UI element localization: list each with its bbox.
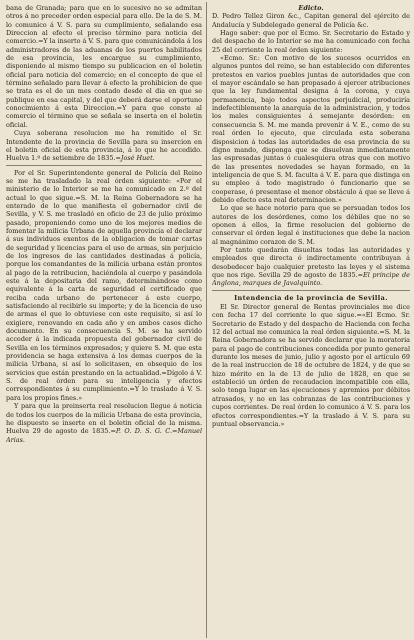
milicia-paragraph xyxy=(6,402,202,444)
column-divider xyxy=(206,2,207,638)
huelva-text: Cuya soberana resolucion me ha remitido el Sr. Intendente de la provincia de Sevilla para su insercion en el boletin oficial de esta provincia, á lo que he accedido. Huelva 1.º de setiembre de 1835. xyxy=(6,129,202,163)
left-column xyxy=(6,4,202,636)
police-order-paragraph: Por el Sr. Superintendente general de Policía del Reino se me ha trasladado la real órden siguiente: «Por el ministerio de lo Interior se me ha comunicado en 2.º del actual lo que sigue.=S. M. la Reina Gobernadora se ha enterado de lo que manifiesta el gobernador civil de Sevilla, y V. S. me trasladó en oficio de 23 de julio próximo pasado, proponiendo como uno de los mejores medios de fomentar la milicia Urbana de aquella provincia el declarar á sus individuos exentos de la obligacion de tomar cartas de seguridad y licencias para el uso de armas, sin perjuicio de los ingresos de las cantidades destinadas á policía, porque los comandantes de la milicia urbana están prontos al pago de la retribucion, haciéndola al cuerpo y pasándola este á la depositaria del ramo, determinándose como equivalente á la carta de seguridad el certificado que reciba cada urbano de pertenecer á este cuerpo, satisfaciendo al recibirle su importe; y de la licencia de uso de armas el que lo obtuviese con este requisito, si así lo exigiere, renovando en cada año y en ambos casos dicho documento. En su consecuencia S. M. se ha servido acceder á la indicada propuesta del gobernador civil de Sevilla en los términos expresados; y quiere S. M. que esta providencia se haga extensiva á los demas cuerpos de la milicia Urbana, si así lo solicitasen, en obsequio de los servicios que están prestando en la actualidad.=Dígolo á V. S. de real órden para su inteligencia y efectos correspondientes á su cumplimiento.=Y lo traslado á V. S. para los propios fines.» xyxy=(6,168,202,402)
right-column xyxy=(212,4,410,636)
milicia-text: Y para que la preinserta real resolucion llegue á noticia de todos los cuerpos de la milicia Urbana de esta provincia, he dispuesto se inserte en el boletin oficial de la misma. Huelva 29 de agosto de 1835. xyxy=(6,402,202,436)
section-divider xyxy=(6,165,202,166)
prohibition-paragraph: bana de Granada; para que en lo sucesivo no se admitan otros á no preceder orden especial para ello. De la de S. M. lo comunico á V. S. para su cumplimiento, señalando esa Direccion al efecto el preciso término para noticia del comercio.=Y la inserto á V. S. para que comunicándola á los administradores de las aduanas de los puertos habilitados de esa provincia, les encargue su cumplimiento, disponiendo al mismo tiempo su publicacion en el boletin oficial para noticia del comercio; en el concepto de que el término señalado para llevar á efecto la prohibicion de que se trata es el de un mes contado desde el dia en que se publique en esa capital, y del que deberá darse el oportuno conocimiento á esta Direccion.=Y para que conste al comercio el término que se señala se inserta en el boletin oficial. xyxy=(6,4,202,129)
huelva-paragraph xyxy=(6,129,202,162)
edict-heading: Edicto. xyxy=(298,4,324,12)
intendencia-title: Intendencia de la provincia de Sevilla. xyxy=(234,293,388,302)
edict-issuer: D. Pedro Tellez Giron &c., Capitan general del ejército de Andalucía y Subdelegado general de Policía &c. xyxy=(212,12,410,29)
huet-signature: =José Huet. xyxy=(115,154,155,163)
royal-order-text: «Ecmo. Sr.: Con motivo de los sucesos ocurridos en algunos puntos del reino, se han establecido con diferentes pretestos en varios pueblos juntas de autoridades que con el mayor escándalo se han propasado á ejercer atribuciones que la ley fundamental designa á la corona, y cuya permanencia, bajo todos aspectos perjudicial, produciría indefectiblemente la anarquía de la administracion, y todos los males consiguientes á semejante desórden: en consecuencia S. M. me manda prevenir á V. E., como de su real órden lo ejecuto, que circulada esta soberana disposicion á todas las autoridades de esa provincia de su digno mando, disponga que se disuelvan inmediatamente las espresadas juntas ó cualesquiera otras que con motivo de las presentes novedades se hayan formado, en la inteligencia de que S. M. faculta á V. E. para que distinga en su empleo á todo magistrado ó funcionario que se cooperase, ó presentase el menor obstáculo á que se lleve á debido efecto esta real determinacion.» xyxy=(212,54,410,204)
dissolution-text: Por tanto quedarán disueltas todas las autoridades y empleados que directa ó indirectamente contribuyan á desobedecer bajo cualquier pretesto las leyes y el sistema que nos rige. Sevilla 29 de agosto de 1835. xyxy=(212,245,410,279)
notoriety-paragraph: Lo que se hace notorio para que se persuadan todos los autores de los desórdenes, como los débiles que no se oponen á ellos, la firme resolucion del gobierno de conservar el órden legal é instituciones que debe la nacion al magnánimo corazon de S. M. xyxy=(212,204,410,246)
rentas-paragraph: El Sr. Director general de Rentas provinciales me dice con fecha 17 del corriente lo que sigue.=«El Ecmo. Sr. Secretario de Estado y del despacho de Hacienda con fecha 12 del actual me comunica la real órden siguiente.=S. M. la Reina Gobernadora se ha servido declarar que la moratoria para el pago de contribuciones concedida por punto general durante los meses de junio, julio y agosto por el artículo 69 de la real instruccion de 18 de octubre de 1824, y de que se hizo mérito en la de 13 de julio de 1828, en que se estableció un órden de recaudacion incompatible con ella, solo tenga lugar en las ejecuciones y apremios por débitos atrasados, y no en las cobranzas de las contribuciones y cupos corrientes. De real órden lo comunico á V. S. para los efectos correspondientes.=Y la traslado á V. S. para su puntual observancia.» xyxy=(212,303,410,428)
dissolution-paragraph xyxy=(212,246,410,288)
anglona-signature: =El príncipe de Anglona, marques de Javalquinto. xyxy=(212,271,410,288)
arias-signature: =P. O. D. S. G. C.=Manuel Arias. xyxy=(6,427,202,444)
section-divider-right xyxy=(212,290,410,291)
edict-notice: Hago saber: que por el Ecmo. Sr. Secretario de Estado y del despacho de lo Interior se me ha comunicado con fecha 25 del corriente la real órden siguiente: xyxy=(212,29,410,54)
